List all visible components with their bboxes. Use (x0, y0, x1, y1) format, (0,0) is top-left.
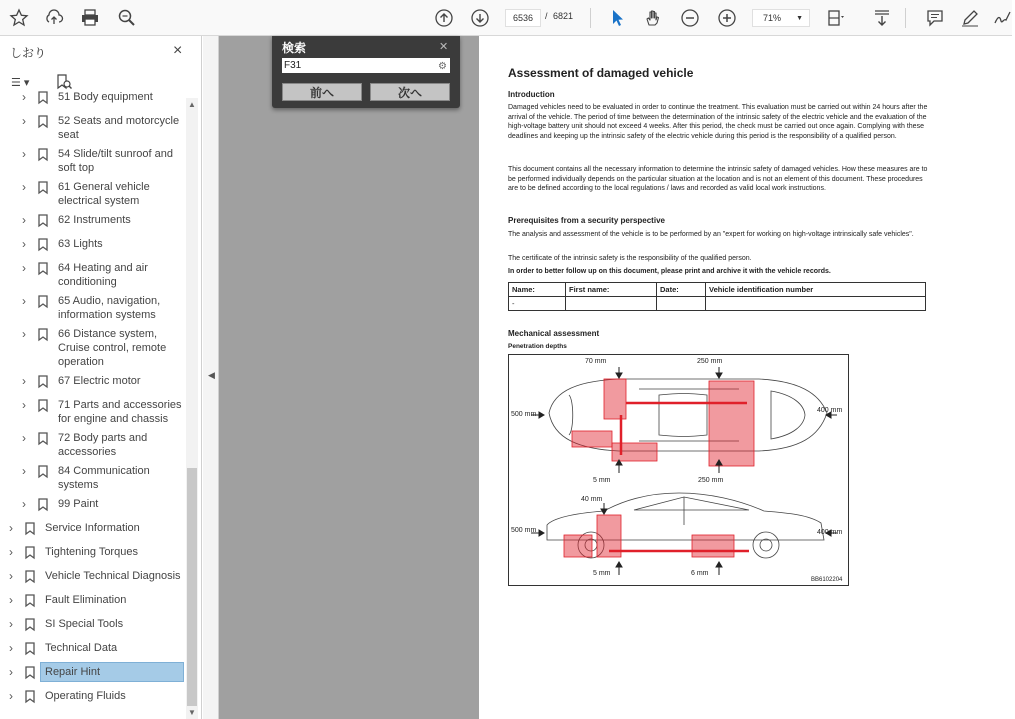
close-icon[interactable]: ✕ (439, 41, 449, 53)
document-title: Assessment of damaged vehicle (508, 66, 694, 80)
side-view-damage-zones (564, 515, 749, 557)
expand-chevron-icon[interactable]: › (9, 617, 13, 631)
dim-label: 500 mm (511, 411, 537, 418)
bookmark-label: 67 Electric motor (58, 375, 141, 387)
bookmark-label: 84 Communication (58, 465, 150, 477)
table-row (509, 297, 926, 311)
bookmark-icon (38, 465, 48, 478)
intro-paragraph-1: Damaged vehicles need to be evaluated in order to continue the treatment. This evaluation must be carried out within 24 hours after the arrival of the vehicle. The period of time between the determination of the intrinsic safety of the electric vehicle and the evaluation of the high-voltage battery unit should not exceed 4 weeks. After this period, the check must be carried out once again. Complying with these deadlines and keeping up the intrinsic safety of the electric vehicle during this period is the responsibility of a qualified person. (508, 104, 928, 140)
expand-chevron-icon[interactable]: › (22, 180, 26, 194)
table-cell (566, 297, 657, 311)
bookmark-icon (25, 618, 35, 631)
chevron-down-icon: ▼ (796, 14, 803, 22)
bookmark-label: Vehicle Technical Diagnosis (45, 570, 181, 582)
expand-chevron-icon[interactable]: › (22, 497, 26, 511)
expand-chevron-icon[interactable]: › (22, 398, 26, 412)
bookmark-item[interactable] (0, 464, 186, 491)
bookmark-item[interactable] (0, 237, 186, 251)
bookmark-item[interactable] (0, 689, 186, 703)
scroll-thumb[interactable] (187, 468, 197, 706)
bookmark-item[interactable] (0, 665, 186, 679)
bookmark-item[interactable] (0, 327, 186, 368)
bookmark-icon (25, 642, 35, 655)
dim-label: 400 mm (817, 407, 843, 414)
bookmark-item[interactable] (0, 521, 186, 535)
bookmark-label: Service Information (45, 522, 140, 534)
find-query: F31 (284, 60, 302, 71)
car-diagram (509, 355, 850, 587)
gear-icon[interactable]: ⚙ (438, 61, 447, 72)
zoom-search-icon[interactable] (114, 6, 140, 30)
bookmark-item[interactable] (0, 294, 186, 321)
dim-label: 5 mm (593, 477, 611, 484)
bookmark-item[interactable] (0, 147, 186, 174)
bookmark-label: soft top (58, 162, 95, 174)
bookmark-label: Repair Hint (45, 666, 101, 678)
expand-chevron-icon[interactable]: › (22, 114, 26, 128)
bookmark-label: Tightening Torques (45, 546, 138, 558)
document-background (219, 36, 479, 719)
document-page (479, 36, 1012, 719)
dim-label: 250 mm (697, 358, 723, 365)
expand-chevron-icon[interactable]: › (22, 261, 26, 275)
bookmark-icon (25, 546, 35, 559)
bookmark-label: for engine and chassis (58, 413, 169, 425)
find-prev-button[interactable]: 前へ (282, 83, 362, 101)
bookmark-label: 66 Distance system, (58, 328, 158, 340)
select-cursor-icon[interactable] (604, 6, 630, 30)
bookmark-label: 64 Heating and air (58, 262, 148, 274)
bookmark-label: 62 Instruments (58, 214, 131, 226)
expand-chevron-icon[interactable]: › (22, 237, 26, 251)
options-menu-button[interactable]: ☰ ▾ (11, 77, 30, 89)
bookmark-icon (38, 238, 48, 251)
bookmark-label: electrical system (58, 195, 140, 207)
bookmark-icon (38, 375, 48, 388)
expand-chevron-icon[interactable]: › (22, 294, 26, 308)
bookmark-label: operation (58, 356, 104, 368)
current-page-input[interactable]: 6536 (505, 9, 541, 27)
bookmark-item[interactable] (0, 374, 186, 388)
bookmark-item[interactable] (0, 398, 186, 425)
find-title: 検索 (282, 41, 307, 55)
vehicle-record-table (508, 282, 926, 311)
sidebar-scrollbar[interactable] (186, 98, 198, 719)
bookmark-icon (38, 432, 48, 445)
table-header-cell: Name: (509, 283, 566, 297)
bookmark-label: conditioning (58, 276, 117, 288)
prereq-heading: Prerequisites from a security perspective (508, 216, 665, 225)
expand-chevron-icon[interactable]: › (22, 147, 26, 161)
dim-label: 70 mm (585, 358, 607, 365)
bookmark-label: 71 Parts and accessories (58, 399, 182, 411)
bookmark-icon (38, 214, 48, 227)
bookmark-label: information systems (58, 309, 156, 321)
expand-chevron-icon[interactable]: › (9, 569, 13, 583)
find-dialog (272, 36, 460, 108)
bookmarks-panel (0, 36, 202, 719)
expand-chevron-icon[interactable]: › (9, 689, 13, 703)
bookmark-item[interactable] (0, 497, 186, 511)
bookmark-icon (38, 91, 48, 104)
table-cell (657, 297, 706, 311)
figure-code: BB6102204 (811, 577, 843, 583)
scroll-mode-icon[interactable] (869, 6, 895, 30)
bookmark-label: Operating Fluids (45, 690, 126, 702)
bookmark-icon (38, 399, 48, 412)
dim-label: 5 mm (593, 570, 611, 577)
bookmark-label: systems (58, 479, 99, 491)
table-cell (706, 297, 926, 311)
fit-page-icon[interactable] (822, 6, 848, 30)
table-header-cell: Date: (657, 283, 706, 297)
expand-chevron-icon[interactable]: › (9, 521, 13, 535)
bookmark-item[interactable] (0, 545, 186, 559)
total-pages: 6821 (553, 11, 574, 21)
expand-chevron-icon[interactable]: › (9, 641, 13, 655)
bookmark-item[interactable] (0, 641, 186, 655)
expand-chevron-icon[interactable]: › (22, 90, 26, 104)
bookmark-icon (38, 181, 48, 194)
bookmark-item[interactable] (0, 213, 186, 227)
zoom-value: 71% (763, 13, 782, 23)
bookmark-item[interactable] (0, 261, 186, 288)
bookmark-icon (38, 498, 48, 511)
bookmark-label: 65 Audio, navigation, (58, 295, 161, 307)
pen-icon[interactable] (957, 6, 983, 30)
bookmark-icon (25, 522, 35, 535)
bookmark-icon (38, 148, 48, 161)
zoom-out-icon[interactable] (677, 6, 703, 30)
bookmark-icon (38, 262, 48, 275)
star-icon[interactable] (6, 6, 32, 30)
bookmark-icon (25, 690, 35, 703)
figure-caption: Penetration depths (508, 343, 567, 350)
bookmark-icon (38, 115, 48, 128)
mechanical-heading: Mechanical assessment (508, 329, 600, 338)
bookmark-label: accessories (58, 446, 117, 458)
page-up-icon[interactable] (431, 6, 457, 30)
bookmark-icon (25, 570, 35, 583)
bookmark-label: 51 Body equipment (58, 91, 153, 103)
bookmark-label: 63 Lights (58, 238, 103, 250)
collapse-left-icon[interactable]: ◀ (208, 370, 215, 380)
main-toolbar (0, 0, 1012, 36)
bookmark-label: 52 Seats and motorcycle (58, 115, 180, 127)
expand-chevron-icon[interactable]: › (22, 431, 26, 445)
zoom-in-icon[interactable] (714, 6, 740, 30)
page-separator: / (545, 11, 548, 21)
expand-chevron-icon[interactable]: › (22, 374, 26, 388)
prereq-paragraph-1: The analysis and assessment of the vehicle is to be performed by an "expert for working on high-voltage intrinsically safe vehicles". (508, 231, 914, 238)
hand-icon[interactable] (640, 6, 666, 30)
dim-label: 6 mm (691, 570, 709, 577)
panel-collapse-strip[interactable] (203, 36, 219, 719)
bookmark-icon (25, 666, 35, 679)
scroll-up-icon[interactable]: ▲ (188, 100, 196, 109)
bookmark-item[interactable] (0, 617, 186, 631)
scroll-down-icon[interactable]: ▼ (188, 708, 196, 717)
table-header-cell: First name: (566, 283, 657, 297)
bookmark-label: 99 Paint (58, 498, 99, 510)
penetration-depth-figure (508, 354, 849, 586)
bookmark-label: seat (58, 129, 79, 141)
dim-label: 40 mm (581, 496, 603, 503)
table-header-cell: Vehicle identification number (706, 283, 926, 297)
expand-chevron-icon[interactable]: › (9, 665, 13, 679)
find-next-button[interactable]: 次へ (370, 83, 450, 101)
find-input[interactable] (282, 58, 450, 73)
close-icon[interactable]: × (173, 42, 183, 59)
bookmark-item[interactable] (0, 593, 186, 607)
expand-chevron-icon[interactable]: › (22, 327, 26, 341)
prereq-paragraph-2: The certificate of the intrinsic safety is the responsibility of the qualified person. (508, 255, 752, 262)
intro-paragraph-2: This document contains all the necessary information to determine the intrinsic safety of damaged vehicles. How these measures are to be performed individually depends on the particular situation at the location and is not an element of this document. These procedures are to be defined according to the local regulations / laws and recorded as valid local work instructions. (508, 166, 928, 192)
table-header-row (509, 283, 926, 297)
page-down-icon[interactable] (467, 6, 493, 30)
bookmark-label: SI Special Tools (45, 618, 124, 630)
table-cell: - (509, 297, 566, 311)
bookmark-icon (38, 295, 48, 308)
bookmark-item[interactable] (0, 180, 186, 207)
top-view-damage-zones (572, 379, 754, 466)
bookmark-label: Cruise control, remote (58, 342, 167, 354)
bookmark-label: 61 General vehicle (58, 181, 150, 193)
bookmark-label: Fault Elimination (45, 594, 127, 606)
bookmark-item[interactable] (0, 90, 186, 104)
bookmark-label: 72 Body parts and (58, 432, 148, 444)
bookmark-icon (25, 594, 35, 607)
upload-icon[interactable] (41, 6, 67, 30)
panel-title: しおり (10, 46, 47, 60)
sign-icon[interactable] (989, 6, 1015, 30)
expand-chevron-icon[interactable]: › (22, 464, 26, 478)
bookmark-item[interactable] (0, 569, 186, 583)
comment-icon[interactable] (922, 6, 948, 30)
dim-label: 500 mm (511, 527, 537, 534)
bookmark-item[interactable] (0, 431, 186, 458)
print-icon[interactable] (77, 6, 103, 30)
intro-heading: Introduction (508, 90, 555, 99)
zoom-select[interactable] (752, 9, 810, 27)
prereq-paragraph-3: In order to better follow up on this document, please print and archive it with the vehicle records. (508, 268, 831, 275)
dim-label: 250 mm (698, 477, 724, 484)
bookmark-tree (0, 90, 186, 719)
expand-chevron-icon[interactable]: › (9, 545, 13, 559)
bookmark-icon (38, 328, 48, 341)
bookmark-label: Technical Data (45, 642, 118, 654)
dim-label: 400 mm (817, 529, 843, 536)
bookmark-label: 54 Slide/tilt sunroof and (58, 148, 173, 160)
bookmark-item[interactable] (0, 114, 186, 141)
expand-chevron-icon[interactable]: › (9, 593, 13, 607)
expand-chevron-icon[interactable]: › (22, 213, 26, 227)
